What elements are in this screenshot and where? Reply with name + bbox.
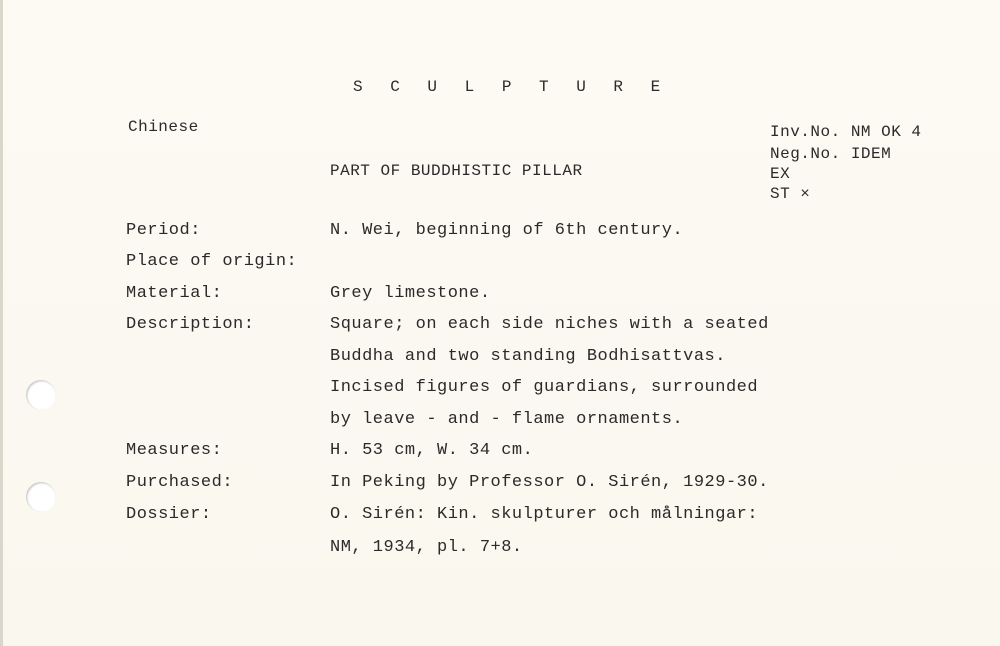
period-label: Period: [126,221,201,240]
negative-number: Neg.No. IDEM [770,145,892,163]
nationality: Chinese [128,118,199,136]
purchased-label: Purchased: [126,473,234,492]
ex-marker: EX [770,165,791,183]
description-line: by leave - and - flame ornaments. [330,410,684,429]
material-value: Grey limestone. [330,284,491,303]
card-heading: S C U L P T U R E [353,78,670,96]
object-title: PART OF BUDDHISTIC PILLAR [330,162,583,180]
description-line: Buddha and two standing Bodhisattvas. [330,347,726,366]
punch-hole-top [26,380,56,410]
dossier-label: Dossier: [126,505,212,524]
description-label: Description: [126,315,255,334]
purchased-value: In Peking by Professor O. Sirén, 1929-30. [330,473,769,492]
measures-label: Measures: [126,441,223,460]
measures-value: H. 53 cm, W. 34 cm. [330,441,534,460]
st-marker: ST × [770,185,811,203]
origin-label: Place of origin: [126,252,298,271]
description-line: Square; on each side niches with a seated [330,315,769,334]
description-line: Incised figures of guardians, surrounded [330,378,759,397]
dossier-line: O. Sirén: Kin. skulpturer och målningar: [330,505,759,524]
card-edge [0,0,3,646]
dossier-line: NM, 1934, pl. 7+8. [330,538,523,557]
inventory-number: Inv.No. NM OK 4 [770,123,922,141]
material-label: Material: [126,284,223,303]
punch-hole-bottom [26,482,56,512]
period-value: N. Wei, beginning of 6th century. [330,221,684,240]
